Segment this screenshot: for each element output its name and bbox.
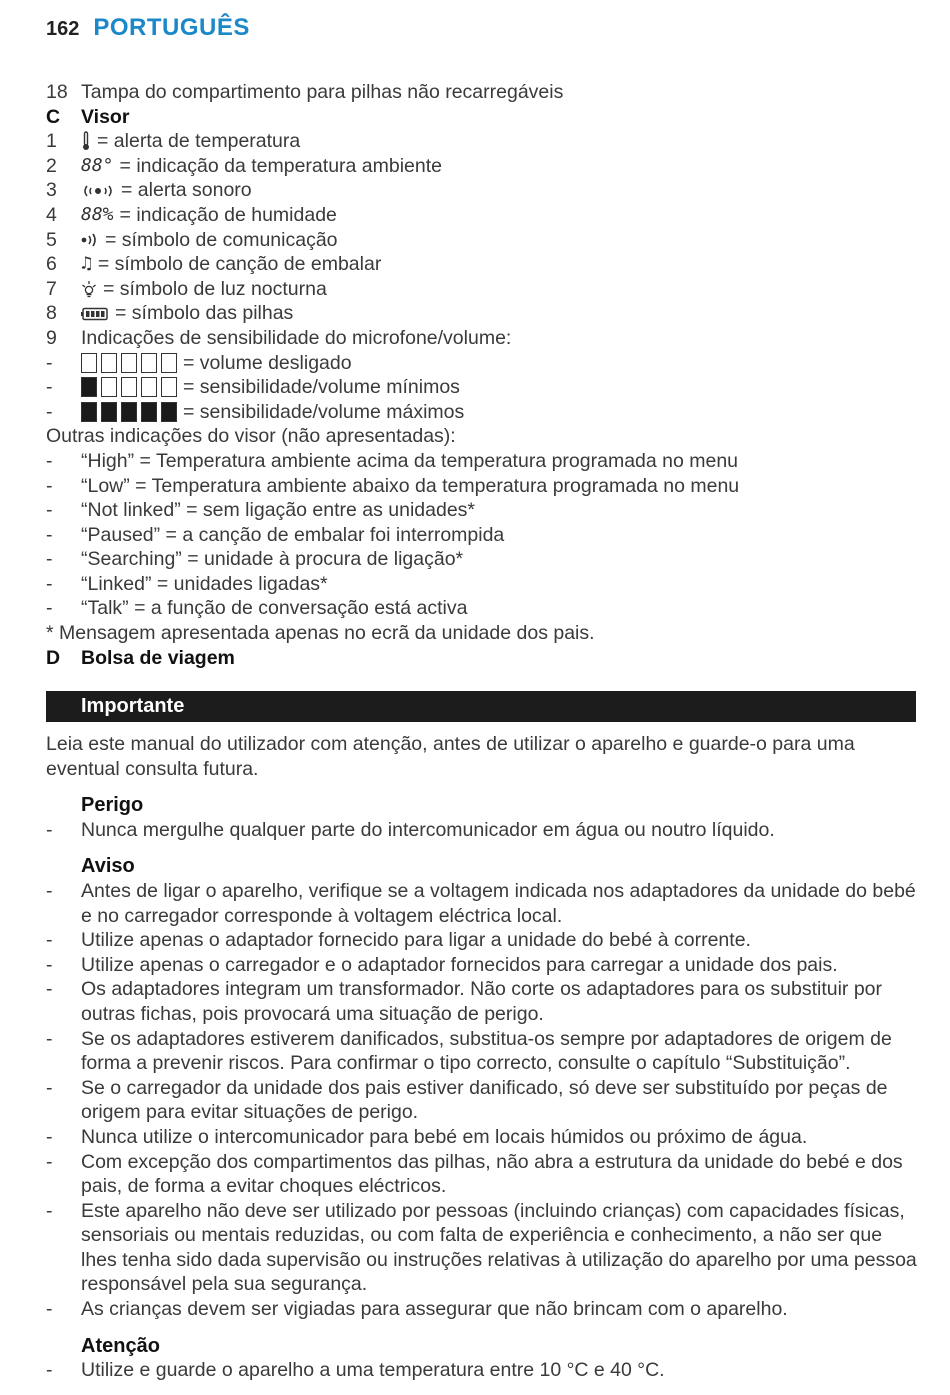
list-item-text: = alerta de temperatura bbox=[97, 130, 301, 153]
list-item-number: C bbox=[46, 105, 61, 128]
list-item bbox=[46, 572, 918, 597]
list-item-number: 5 bbox=[46, 228, 57, 251]
important-intro: Leia este manual do utilizador com atenção, antes de utilizar o aparelho e guarde-o para uma eventual consulta futura. bbox=[46, 733, 855, 780]
list-item bbox=[46, 228, 918, 253]
page-number: 162 bbox=[46, 18, 80, 40]
volume-bar bbox=[121, 402, 137, 422]
list-item-number: - bbox=[46, 376, 53, 399]
page-header bbox=[46, 14, 250, 48]
aviso-heading: Aviso bbox=[81, 855, 135, 878]
bullet-item: - Antes de ligar o aparelho, verifique se a voltagem indicada nos adaptadores da unidade do bebé e no carregador corresponde à voltagem eléctrica local. bbox=[46, 879, 918, 928]
list-item-number: - bbox=[46, 572, 53, 595]
list-item-text: = símbolo de comunicação bbox=[105, 228, 338, 251]
sound-alert-icon bbox=[81, 183, 115, 199]
list-item-content bbox=[81, 523, 504, 548]
list-item-number: - bbox=[46, 351, 53, 374]
list-item-number: 6 bbox=[46, 253, 57, 276]
list-item bbox=[46, 105, 918, 130]
list-item-text: “Low” = Temperatura ambiente abaixo da temperatura programada no menu bbox=[81, 474, 740, 497]
list-item-text: “Searching” = unidade à procura de ligação* bbox=[81, 548, 464, 571]
list-item bbox=[46, 621, 918, 646]
volume-bar bbox=[121, 377, 137, 397]
list-item bbox=[46, 596, 918, 621]
list-item-content bbox=[81, 301, 293, 326]
bullet-item: - Este aparelho não deve ser utilizado por pessoas (incluindo crianças) com capacidades físicas, sensoriais ou mentais reduzidas, ou com falta de experiência e conhecimento, a não ser que lhes tenha sido dada supervisão ou instruções relativas à utilização do aparelho por uma pessoa responsável pela sua segurança. bbox=[46, 1199, 918, 1297]
list-item bbox=[46, 498, 918, 523]
list-item bbox=[46, 203, 918, 228]
volume-bar bbox=[101, 353, 117, 373]
humidity-digits-icon: 88% bbox=[81, 203, 114, 225]
aviso-list bbox=[46, 879, 918, 1322]
list-item-number: 9 bbox=[46, 326, 57, 349]
list-item-text: = sensibilidade/volume mínimos bbox=[183, 376, 460, 399]
list-item-number: 1 bbox=[46, 130, 57, 153]
list-item bbox=[46, 400, 918, 425]
list-item-text: = símbolo das pilhas bbox=[115, 302, 294, 325]
volume-bars-icon bbox=[81, 377, 177, 397]
list-item-text: = indicação da temperatura ambiente bbox=[119, 154, 443, 177]
list-item-content bbox=[81, 252, 381, 277]
list-item-content bbox=[81, 646, 235, 671]
list-item-number: 2 bbox=[46, 154, 57, 177]
list-item-text: = símbolo de canção de embalar bbox=[97, 253, 382, 276]
perigo-heading: Perigo bbox=[81, 794, 144, 817]
list-item-number: - bbox=[46, 400, 53, 423]
volume-bar bbox=[161, 402, 177, 422]
list-item-content bbox=[81, 203, 337, 228]
list-item-text: Indicações de sensibilidade do microfone/volume: bbox=[81, 326, 512, 349]
list-item-number: - bbox=[46, 548, 53, 571]
list-item-content bbox=[81, 400, 464, 425]
display-legend-list bbox=[46, 80, 918, 670]
volume-bar bbox=[81, 377, 97, 397]
list-item-content bbox=[81, 80, 563, 105]
list-item bbox=[46, 326, 918, 351]
communication-icon bbox=[81, 232, 99, 248]
list-item-number: 8 bbox=[46, 302, 57, 325]
night-light-icon bbox=[81, 280, 97, 298]
volume-bars-icon bbox=[81, 353, 177, 373]
atencao-list bbox=[46, 1358, 918, 1383]
list-item bbox=[46, 375, 918, 400]
volume-bar bbox=[141, 377, 157, 397]
list-item bbox=[46, 424, 918, 449]
list-item-text: “Talk” = a função de conversação está activa bbox=[81, 597, 468, 620]
volume-bar bbox=[141, 353, 157, 373]
list-item bbox=[46, 547, 918, 572]
list-item-content bbox=[81, 596, 467, 621]
important-section-body bbox=[46, 732, 918, 1383]
important-section-bar bbox=[46, 691, 916, 722]
bullet-item: - Os adaptadores integram um transformador. Não corte os adaptadores para os substituir por outras fichas, pois provocará uma situação de perigo. bbox=[46, 977, 918, 1026]
list-item-content bbox=[81, 351, 352, 376]
list-item-number: 3 bbox=[46, 179, 57, 202]
bullet-item: - Utilize e guarde o aparelho a uma temperatura entre 10 °C e 40 °C. bbox=[46, 1358, 918, 1383]
list-item bbox=[46, 178, 918, 203]
bullet-item: - Nunca utilize o intercomunicador para bebé em locais húmidos ou próximo de água. bbox=[46, 1125, 918, 1150]
list-item bbox=[46, 154, 918, 179]
list-item bbox=[46, 474, 918, 499]
list-item-text: Outras indicações do visor (não apresentadas): bbox=[46, 425, 456, 448]
list-item-content bbox=[81, 178, 252, 203]
list-item-number: 7 bbox=[46, 277, 57, 300]
list-item bbox=[46, 277, 918, 302]
bullet-item: - Utilize apenas o adaptador fornecido para ligar a unidade do bebé à corrente. bbox=[46, 928, 918, 953]
language-heading: PORTUGUÊS bbox=[93, 14, 250, 41]
perigo-list bbox=[46, 818, 918, 843]
bullet-item: - Se o carregador da unidade dos pais estiver danificado, só deve ser substituído por peças de origem para evitar situações de perigo. bbox=[46, 1076, 918, 1125]
list-item bbox=[46, 351, 918, 376]
volume-bar bbox=[81, 353, 97, 373]
list-item-number: 4 bbox=[46, 203, 57, 226]
list-item bbox=[46, 129, 918, 154]
list-item-number: D bbox=[46, 646, 61, 669]
volume-bars-icon bbox=[81, 402, 177, 422]
list-item bbox=[46, 523, 918, 548]
list-item-text: * Mensagem apresentada apenas no ecrã da unidade dos pais. bbox=[46, 622, 595, 645]
list-item-content bbox=[81, 277, 327, 302]
bullet-item: - Utilize apenas o carregador e o adaptador fornecidos para carregar a unidade dos pais. bbox=[46, 953, 918, 978]
list-item-content bbox=[81, 449, 738, 474]
volume-bar bbox=[141, 402, 157, 422]
music-note-icon: ♫ bbox=[81, 253, 92, 275]
list-item-text: Tampa do compartimento para pilhas não recarregáveis bbox=[81, 81, 564, 103]
list-item-text: = volume desligado bbox=[183, 351, 352, 374]
list-item-text: “Not linked” = sem ligação entre as unidades* bbox=[81, 499, 476, 522]
list-item bbox=[46, 252, 918, 277]
list-item-number: - bbox=[46, 499, 53, 522]
volume-bar bbox=[121, 353, 137, 373]
bullet-item: - Nunca mergulhe qualquer parte do intercomunicador em água ou noutro líquido. bbox=[46, 818, 918, 843]
list-item-number: - bbox=[46, 523, 53, 546]
thermometer-icon bbox=[81, 131, 91, 151]
list-item-content bbox=[81, 572, 328, 597]
list-item bbox=[46, 80, 918, 105]
bullet-item: - Se os adaptadores estiverem danificados, substitua-os sempre por adaptadores de origem de forma a prevenir riscos. Para confirmar o tipo correcto, consulte o capítulo “Substituição”. bbox=[46, 1027, 918, 1076]
important-title: Importante bbox=[81, 695, 185, 717]
list-item-text: Bolsa de viagem bbox=[81, 646, 235, 669]
list-item-text: Visor bbox=[81, 105, 130, 128]
list-item-number: 18 bbox=[46, 81, 68, 103]
list-item-number: - bbox=[46, 474, 53, 497]
list-item-content bbox=[81, 129, 300, 154]
bullet-item: - As crianças devem ser vigiadas para assegurar que não brincam com o aparelho. bbox=[46, 1297, 918, 1322]
list-item-text: “Linked” = unidades ligadas* bbox=[81, 572, 328, 595]
volume-bar bbox=[81, 402, 97, 422]
bullet-item: - Com excepção dos compartimentos das pilhas, não abra a estrutura da unidade do bebé e dos pais, de forma a evitar choques eléctricos. bbox=[46, 1150, 918, 1199]
list-item-content bbox=[81, 375, 460, 400]
list-item-content bbox=[81, 474, 739, 499]
volume-bar bbox=[161, 377, 177, 397]
list-item-text: = símbolo de luz nocturna bbox=[103, 277, 327, 300]
list-item-content bbox=[81, 105, 129, 130]
list-item-content bbox=[81, 547, 463, 572]
list-item-text: = alerta sonoro bbox=[121, 179, 252, 202]
list-item bbox=[46, 449, 918, 474]
list-item-content bbox=[81, 228, 338, 253]
list-item bbox=[46, 301, 918, 326]
list-item-number: - bbox=[46, 597, 53, 620]
temperature-digits-icon: 88° bbox=[81, 154, 114, 176]
volume-bar bbox=[101, 377, 117, 397]
list-item-text: = sensibilidade/volume máximos bbox=[183, 400, 465, 423]
list-item-text: = indicação de humidade bbox=[119, 203, 337, 226]
atencao-heading: Atenção bbox=[81, 1334, 160, 1357]
list-item-text: “Paused” = a canção de embalar foi interrompida bbox=[81, 523, 505, 546]
list-item-content bbox=[81, 154, 442, 179]
list-item-content bbox=[81, 326, 511, 351]
list-item-number: - bbox=[46, 449, 53, 472]
list-item-content bbox=[81, 498, 475, 523]
volume-bar bbox=[161, 353, 177, 373]
volume-bar bbox=[101, 402, 117, 422]
list-item-text: “High” = Temperatura ambiente acima da temperatura programada no menu bbox=[81, 449, 739, 472]
list-item bbox=[46, 646, 918, 671]
battery-icon bbox=[81, 307, 109, 321]
